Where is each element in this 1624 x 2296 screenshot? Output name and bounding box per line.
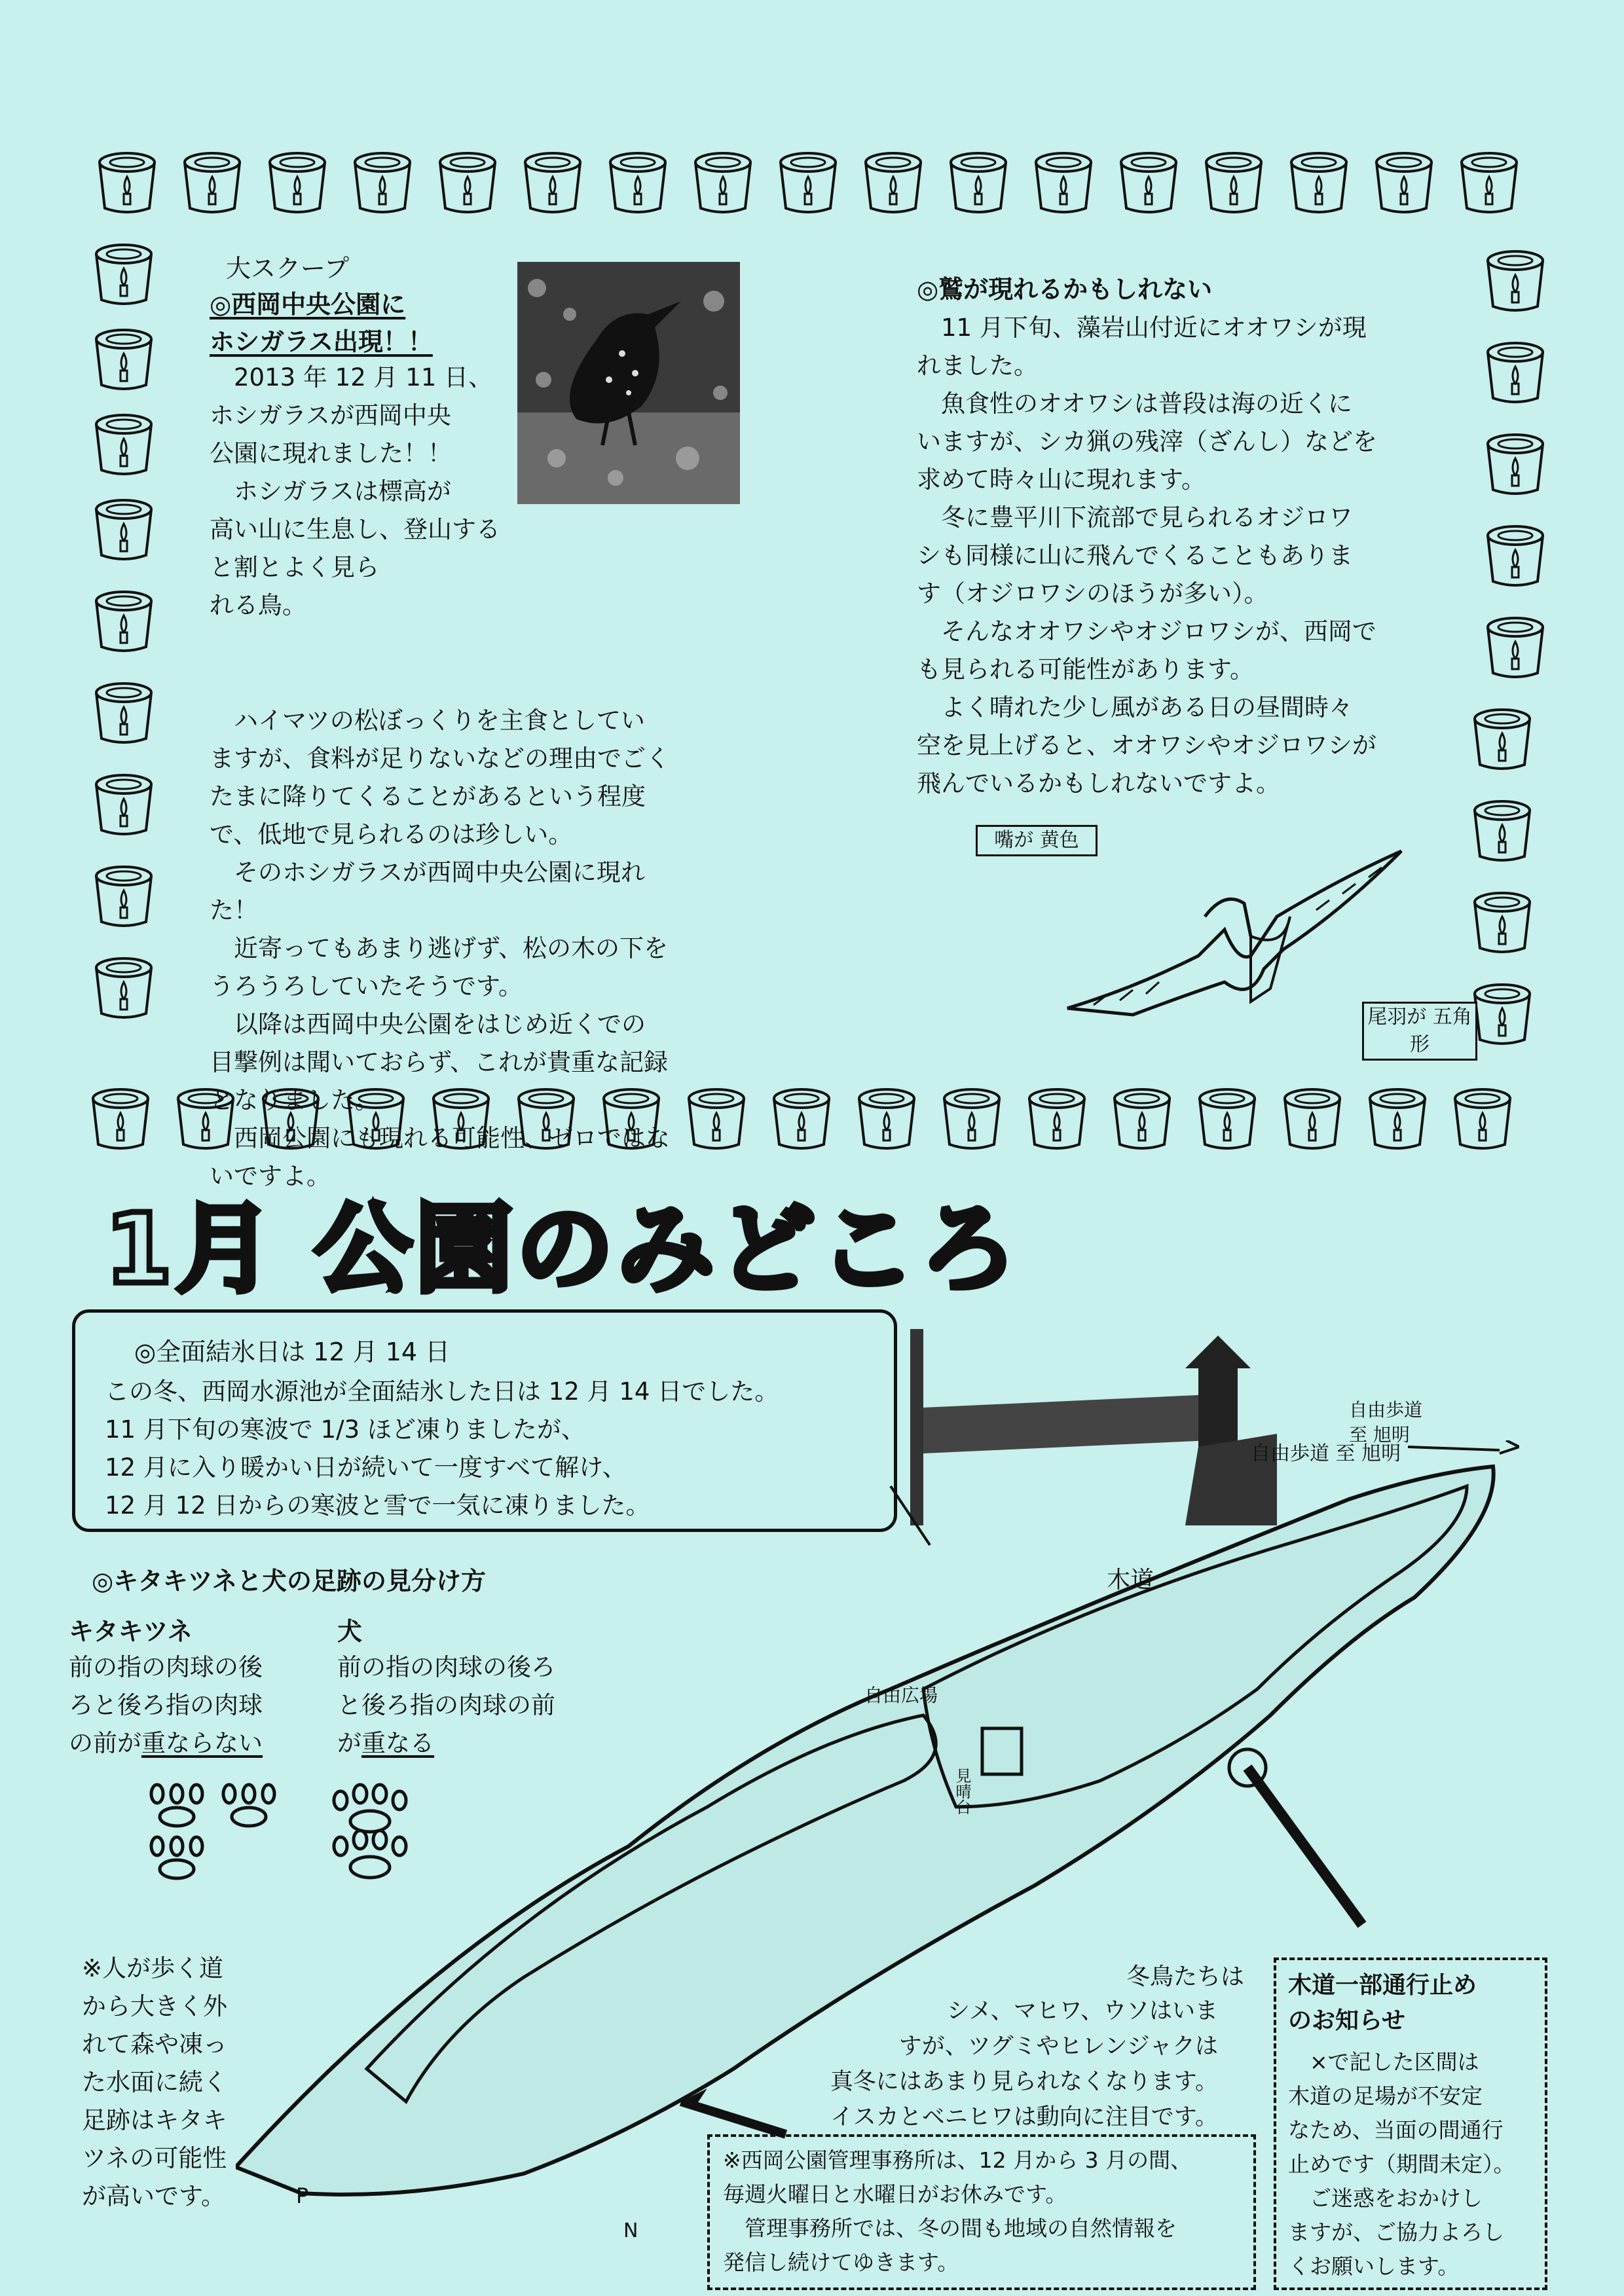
- hoshigarasu-title-2: ホシガラス出現！！: [210, 327, 433, 356]
- freeze-title: ◎全面結氷日は 12 月 14 日: [134, 1338, 451, 1366]
- hoshigarasu-title-1: ◎西岡中央公園に: [210, 290, 406, 319]
- closure-title: 木道一部通行止め のお知らせ: [1288, 1972, 1477, 2034]
- map-parking-label: P: [296, 2183, 309, 2208]
- hoshigarasu-body-1: 2013 年 12 月 11 日、 ホシガラスが西岡中央 公園に現れました！！ ホシガラスは標高が 高い山に生息し、登山すると割とよく見ら れる鳥。: [210, 363, 500, 619]
- map-boardwalk-label: 木道: [1107, 1567, 1154, 1594]
- map-plaza-label: 自由広場: [864, 1685, 938, 1706]
- map-trail-label: 自由歩道 至 旭明: [1251, 1442, 1401, 1465]
- washi-title: ◎鷲が現れるかもしれない: [917, 275, 1213, 304]
- footprint-note: ※人が歩く道 から大きく外 れて森や凍っ た水面に続く 足跡はキタキ ツネの可能性 が高いです。: [82, 1954, 227, 2210]
- dog-body-emphasis: 重なる: [361, 1729, 434, 1757]
- footprints-title: ◎キタキツネと犬の足跡の見分け方: [92, 1567, 487, 1595]
- fox-title: キタキツネ: [69, 1617, 193, 1646]
- label-pentagon-tail: 尾羽が 五角形: [1362, 1002, 1477, 1061]
- office-notice: [707, 2134, 1256, 2290]
- map-lookout-label: 見晴台: [953, 1768, 971, 1815]
- eagle-drawing: [1054, 838, 1414, 1034]
- dog-body-text: 前の指の肉球の後ろ と後ろ指の肉球の前 が: [337, 1653, 555, 1757]
- dog-title: 犬: [337, 1617, 363, 1646]
- label-yellow-beak: 嘴が 黄色: [976, 825, 1098, 856]
- scoop-kicker: 大スクープ: [226, 254, 350, 283]
- nutcracker-photo: [517, 262, 740, 504]
- office-notice-body: ※西岡公園管理事務所は、12 月から 3 月の間、 毎週火曜日と水曜日がお休みです。 管理事務所では、冬の間も地域の自然情報を 発信し続けてゆきます。: [723, 2147, 1192, 2275]
- map-north-label: N: [623, 2219, 638, 2242]
- banner-title: 1月 公園のみどころ: [105, 1193, 1021, 1305]
- fox-body-emphasis: 重ならない: [141, 1729, 263, 1757]
- closure-notice: [1274, 1958, 1547, 2290]
- winter-birds-body: シメ、マヒワ、ウソはいま すが、ツグミやヒレンジャクは 真冬にはあまり見られなくなります。 イスカとベニヒワは動向に注目です。: [830, 1998, 1218, 2130]
- closure-body: ×で記した区間は 木道の足場が不安定 なため、当面の間通行 止めです（期間未定）。 ご迷惑をおかけし ますが、ご協力よろし くお願いします。: [1288, 2049, 1515, 2279]
- hoshigarasu-body-2: ハイマツの松ぼっくりを主食としてい ますが、食料が足りないなどの理由でごく たまに降りてくることがあるという程度 で、低地で見られるのは珍しい。 そのホシガラスが西岡中央公園に現れ た！ 近寄ってもあまり逃げず、松の木の下を うろうろしていたそうです。 以降は西岡中央公園をはじめ近くでの 目撃例は聞いておらず、これが貴重な記録 となりました。 西岡公園にも現れる可能性、ゼロではな いですよ。: [210, 706, 670, 1190]
- washi-body: 11 月下旬、藻岩山付近にオオワシが現 れました。 魚食性のオオワシは普段は海の近くに いますが、シカ猟の残滓（ざんし）などを 求めて時々山に現れます。 冬に豊平川下流部で見られるオジロワ シも同様に山に飛んでくることもありま す（オジロワシのほうが多い）。 そんなオオワシやオジロワシが、西岡で も見られる可能性があります。 よく晴れた少し風がある日の昼間時々 空を見上げると、オオワシやオジロワシが 飛んでいるかもしれないですよ。: [917, 314, 1377, 797]
- winter-birds-title: 冬鳥たちは: [1126, 1963, 1245, 1990]
- map-trail-label: 自由歩道 至 旭明: [1349, 1399, 1423, 1446]
- fox-body-text: 前の指の肉球の後 ろと後ろ指の肉球 の前が: [69, 1653, 263, 1757]
- freeze-body: この冬、西岡水源池が全面結氷した日は 12 月 14 日でした。 11 月下旬の寒波で 1/3 ほど凍りましたが、 12 月に入り暖かい日が続いて一度すべて解け、 12 月 12 日からの寒波と雪で一気に凍りました。: [105, 1377, 779, 1520]
